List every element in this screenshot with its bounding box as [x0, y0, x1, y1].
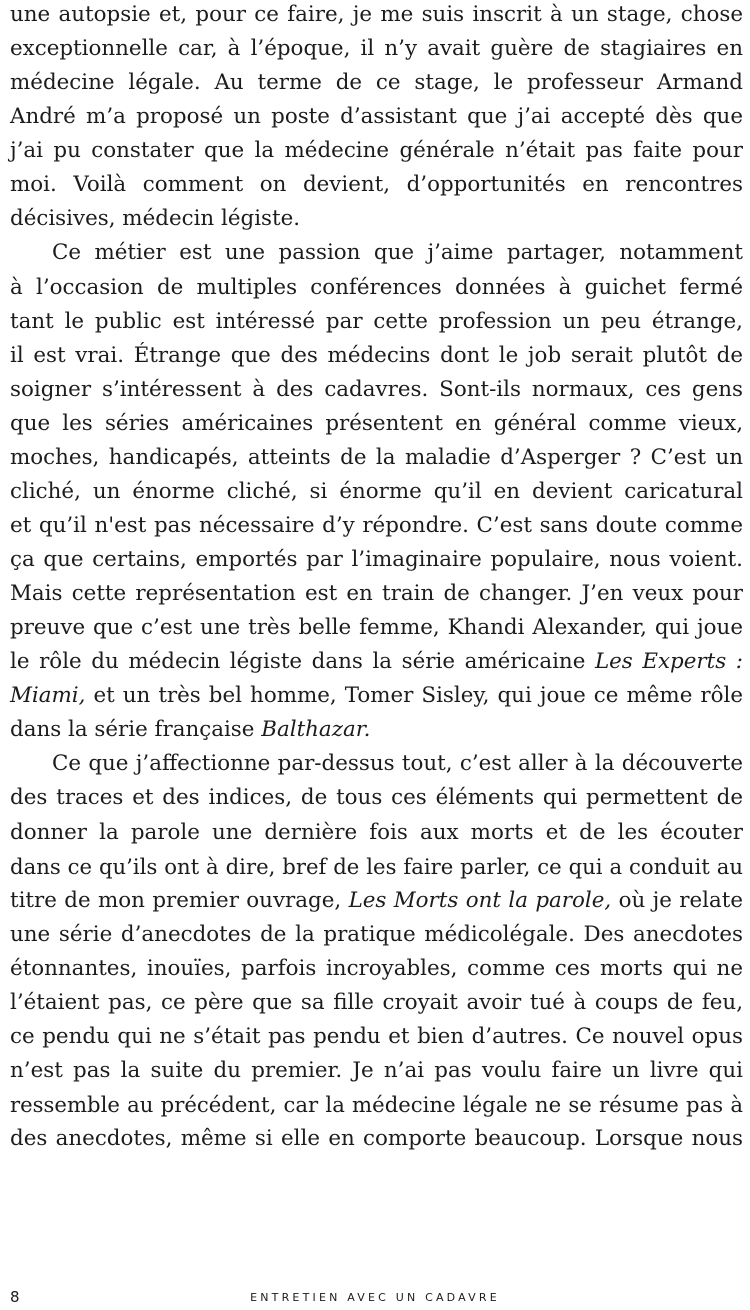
text-line	[10, 441, 743, 475]
text-line	[10, 1122, 743, 1156]
text-segment: et un très bel homme, Tomer Sisley, qui joue ce même rôle	[85, 683, 743, 709]
text-segment: le rôle du médecin légiste dans la série américaine	[10, 649, 595, 675]
text-segment: des traces et des indices, de tous ces éléments qui permettent de	[10, 785, 743, 811]
text-line	[10, 918, 743, 952]
text-segment: il est vrai. Étrange que des médecins dont le job serait plutôt de	[10, 342, 743, 368]
text-line	[10, 543, 743, 577]
text-line	[10, 781, 743, 815]
text-line	[10, 509, 743, 543]
text-line	[10, 271, 743, 305]
text-segment: soigner s’intéressent à des cadavres. Sont-ils normaux, ces gens	[10, 376, 743, 402]
text-line	[10, 202, 743, 236]
text-line	[10, 986, 743, 1020]
text-segment: étonnantes, inouïes, parfois incroyables, comme ces morts qui ne	[10, 955, 743, 981]
text-line	[10, 816, 743, 850]
text-line	[10, 747, 743, 781]
text-line	[10, 679, 743, 713]
page-footer	[0, 1288, 750, 1308]
paragraph	[10, 236, 743, 747]
italic-title: Balthazar.	[261, 717, 371, 743]
text-line	[10, 475, 743, 509]
text-segment: ressemble au précédent, car la médecine légale ne se résume pas à	[10, 1092, 743, 1117]
text-line	[10, 32, 743, 66]
text-line	[10, 236, 743, 270]
text-segment: médecine légale. Au terme de ce stage, le professeur Armand	[10, 70, 743, 96]
text-line	[10, 66, 743, 100]
text-segment: ce pendu qui ne s’était pas pendu et bien d’autres. Ce nouvel opus	[10, 1023, 743, 1049]
text-segment: titre de mon premier ouvrage,	[10, 887, 349, 913]
text-segment: Ce métier est une passion que j’aime partager, notamment	[52, 240, 743, 266]
text-segment: n’est pas la suite du premier. Je n’ai pas voulu faire un livre qui	[10, 1057, 743, 1083]
text-segment: à l’occasion de multiples conférences données à guichet fermé	[10, 274, 743, 300]
text-segment: l’étaient pas, ce père que sa fille croyait avoir tué à coups de feu,	[10, 989, 743, 1015]
text-segment: où je relate	[611, 887, 743, 913]
text-line	[10, 850, 743, 884]
text-line	[10, 1054, 743, 1088]
text-segment: une autopsie et, pour ce faire, je me suis inscrit à un stage, chose	[10, 2, 743, 27]
body-text	[10, 0, 743, 1156]
text-segment: décisives, médecin légiste.	[10, 206, 301, 232]
text-line	[10, 373, 743, 407]
text-line	[10, 134, 743, 168]
text-line	[10, 407, 743, 441]
text-segment: exceptionnelle car, à l’époque, il n’y avait guère de stagiaires en	[10, 36, 743, 62]
text-segment: une série d’anecdotes de la pratique médicolégale. Des anecdotes	[10, 921, 743, 947]
text-line	[10, 611, 743, 645]
paragraph	[10, 747, 743, 1156]
text-segment: donner la parole une dernière fois aux morts et de les écouter	[10, 819, 743, 845]
text-line	[10, 577, 743, 611]
text-line	[10, 305, 743, 339]
text-segment: et qu’il n'est pas nécessaire d’y répondre. C’est sans doute comme	[10, 512, 743, 538]
text-segment: moi. Voilà comment on devient, d’opportunités en rencontres	[10, 172, 743, 198]
text-line	[10, 884, 743, 918]
text-line	[10, 168, 743, 202]
italic-title: Les Experts :	[594, 649, 743, 675]
text-line	[10, 645, 743, 679]
text-line	[10, 713, 743, 747]
text-segment: moches, handicapés, atteints de la maladie d’Asperger ? C’est un	[10, 444, 743, 470]
running-title: ENTRETIEN AVEC UN CADAVRE	[250, 1291, 500, 1304]
text-line	[10, 100, 743, 134]
text-segment: Ce que j’affectionne par-dessus tout, c’est aller à la découverte	[52, 751, 743, 777]
text-segment: cliché, un énorme cliché, si énorme qu’il en devient caricatural	[10, 478, 743, 504]
text-segment: ça que certains, emportés par l’imaginaire populaire, nous voient.	[10, 547, 743, 572]
page-number: 8	[10, 1288, 20, 1306]
text-segment: j’ai pu constater que la médecine générale n’était pas faite pour	[10, 138, 743, 164]
text-line	[10, 0, 743, 32]
text-segment: que les séries américaines présentent en général comme vieux,	[10, 410, 743, 436]
text-line	[10, 339, 743, 373]
text-segment: Mais cette représentation est en train de changer. J’en veux pour	[10, 581, 743, 607]
text-segment: dans ce qu’ils ont à dire, bref de les faire parler, ce qui a conduit au	[10, 853, 743, 879]
text-segment: tant le public est intéressé par cette profession un peu étrange,	[10, 308, 743, 334]
text-line	[10, 1020, 743, 1054]
text-line	[10, 1088, 743, 1122]
text-segment: dans la série française	[10, 717, 262, 743]
text-segment: des anecdotes, même si elle en comporte beaucoup. Lorsque nous	[10, 1126, 743, 1152]
text-segment: André m’a proposé un poste d’assistant que j’ai accepté dès que	[10, 104, 743, 130]
paragraph	[10, 0, 743, 236]
italic-title: Les Morts ont la parole,	[348, 887, 612, 913]
text-segment: preuve que c’est une très belle femme, Khandi Alexander, qui joue	[10, 615, 743, 641]
italic-title: Miami,	[10, 683, 86, 709]
text-line	[10, 952, 743, 986]
